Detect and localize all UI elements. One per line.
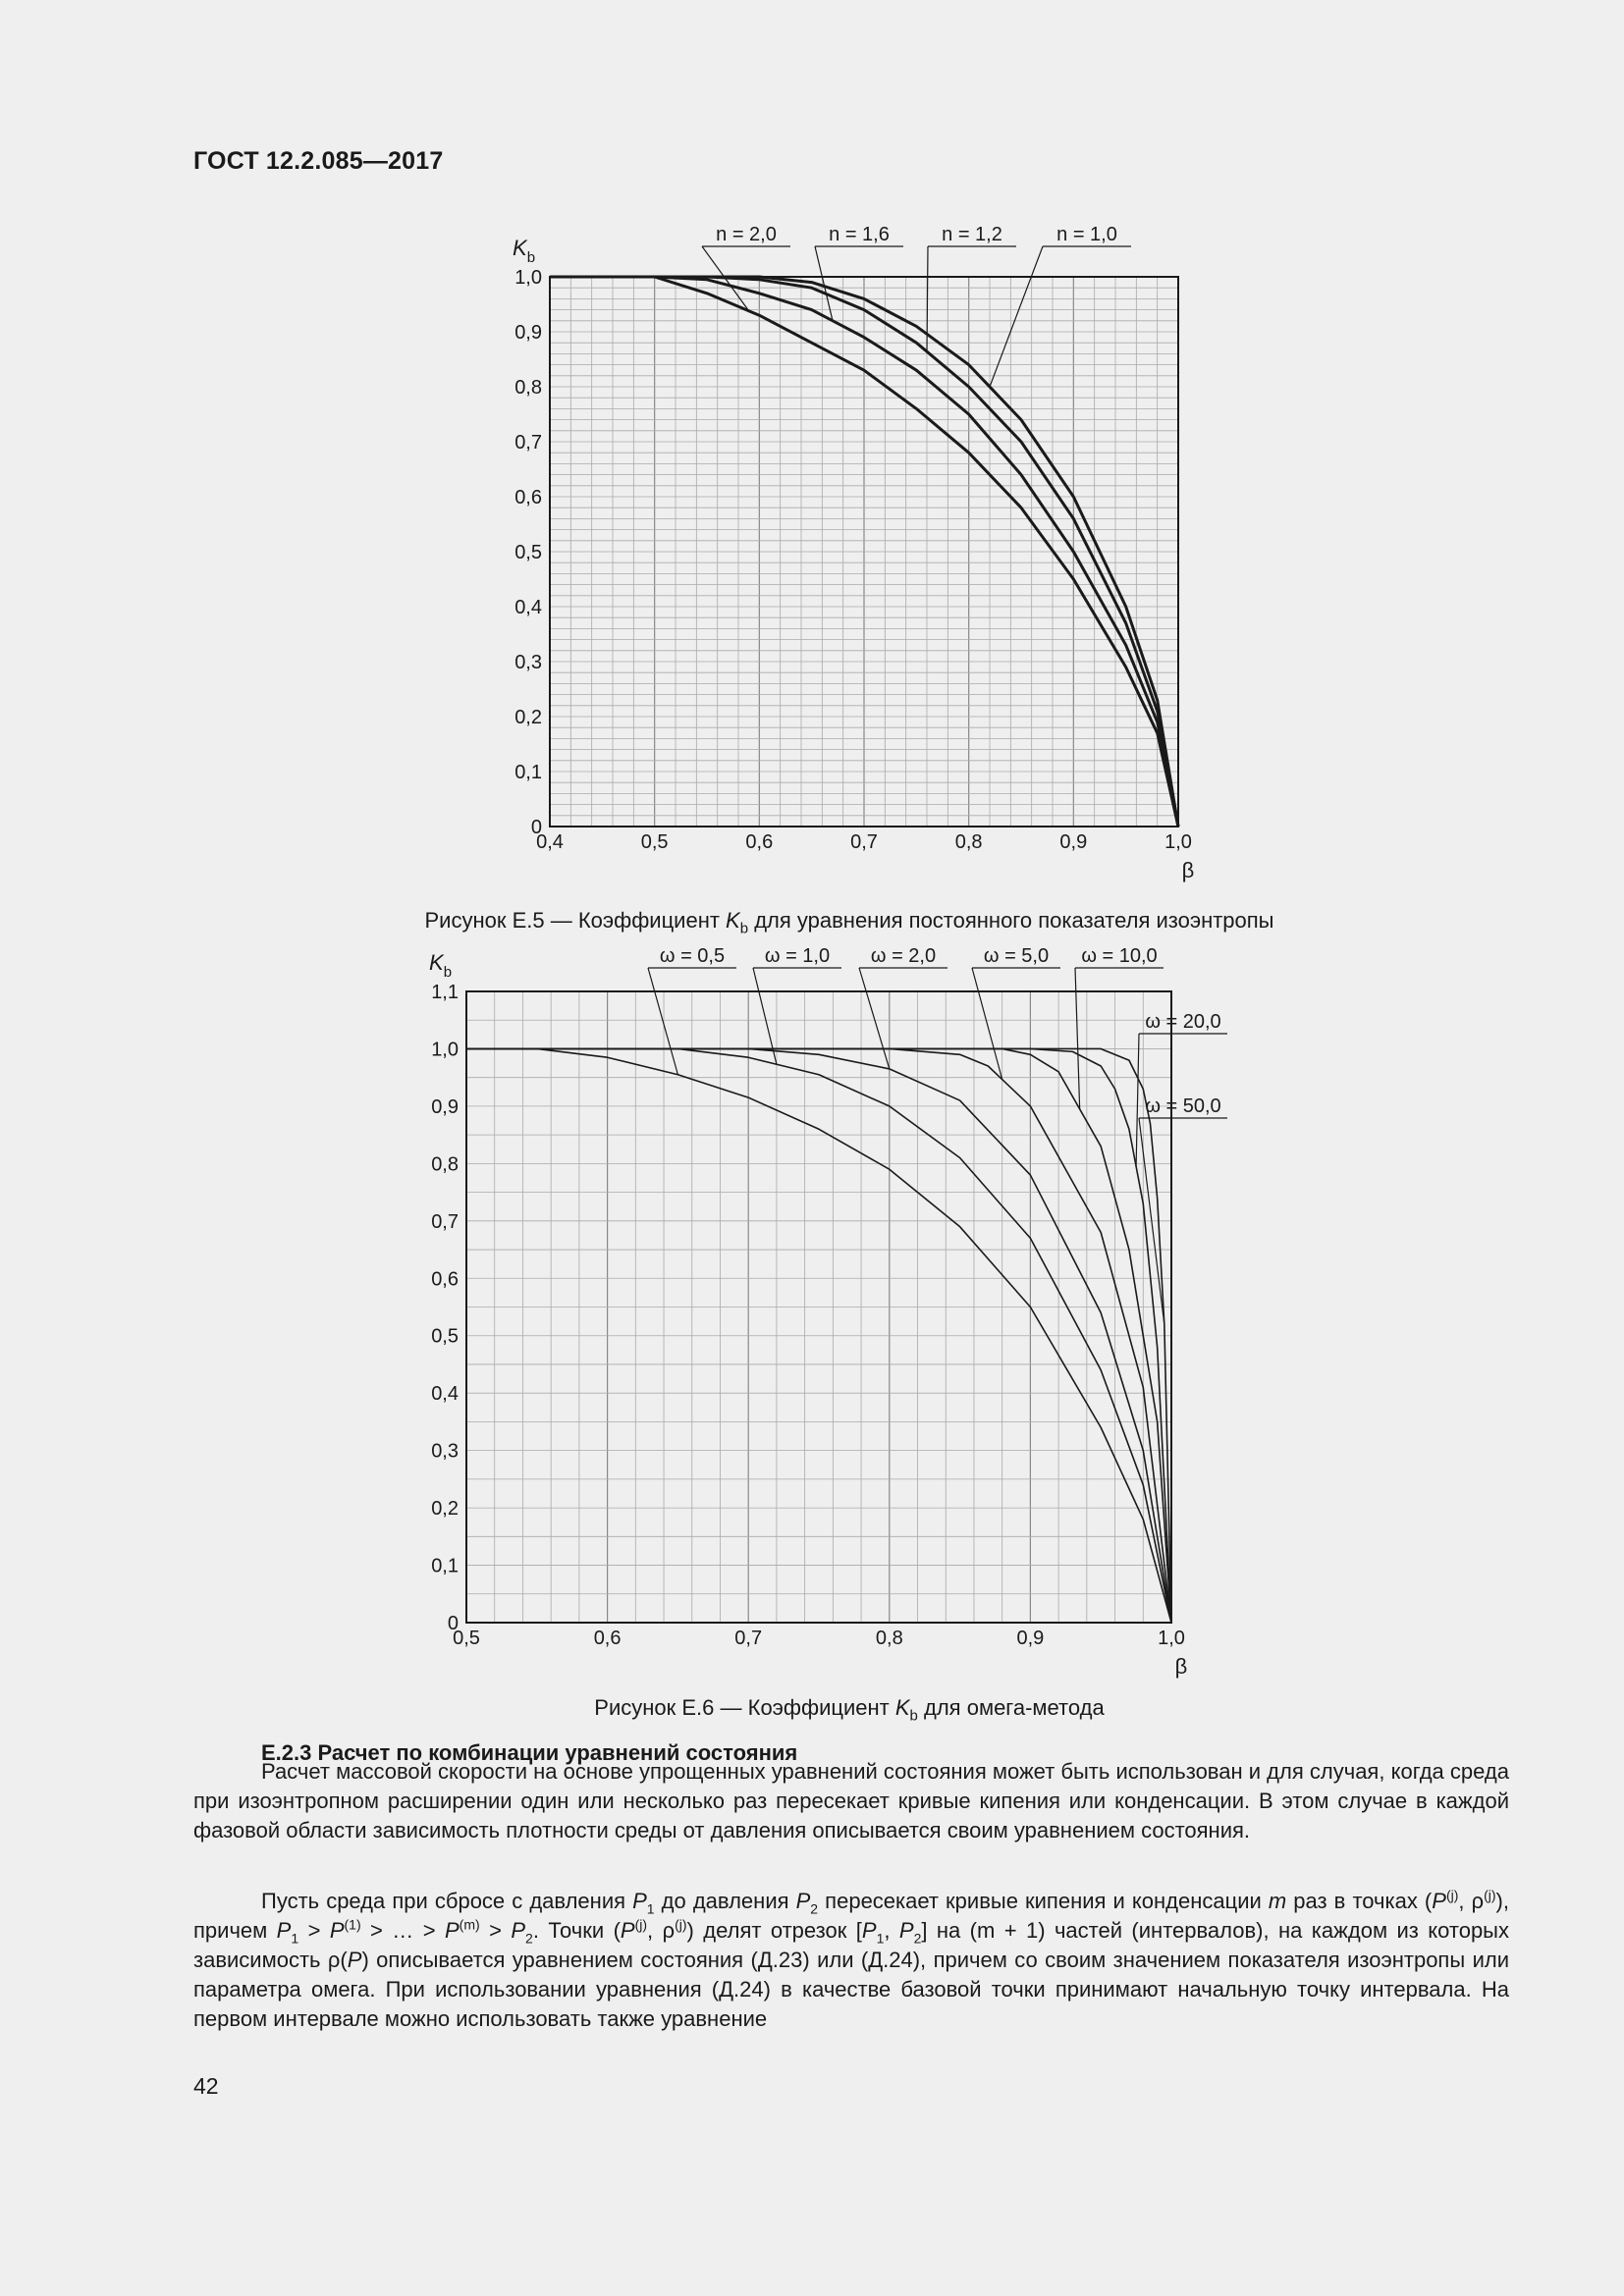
y-tick-label: 1,0 <box>431 1039 459 1061</box>
series-label: n = 1,6 <box>829 224 890 245</box>
y-tick-label: 0,8 <box>431 1153 459 1176</box>
series-leader-line <box>990 246 1043 387</box>
figure-e5-chart <box>491 221 1237 888</box>
y-tick-label: 0,3 <box>431 1440 459 1463</box>
series-label: n = 1,2 <box>942 224 1002 245</box>
series-leader-line <box>648 968 677 1075</box>
y-tick-label: 0,9 <box>431 1095 459 1118</box>
y-tick-label: 0,9 <box>514 322 542 344</box>
y-axis-label-sub: b <box>443 964 453 981</box>
figure-e6-caption: Рисунок Е.6 — Коэффициент $K_b$ для омега-метода <box>594 1695 1105 1725</box>
series-label: ω = 0,5 <box>659 945 726 967</box>
x-tick-label: 1,0 <box>1158 1628 1185 1649</box>
y-tick-label: 0,8 <box>514 377 542 399</box>
series-leader-line <box>859 968 890 1069</box>
y-tick-label: 1,1 <box>431 982 459 1003</box>
x-tick-label: 0,6 <box>593 1628 622 1649</box>
x-axis-label: β <box>1174 1654 1188 1679</box>
x-tick-label: 0,8 <box>875 1628 903 1649</box>
series-label: ω = 1,0 <box>764 945 831 967</box>
document-header: ГОСТ 12.2.085—2017 <box>193 147 444 175</box>
y-tick-label: 0,2 <box>514 707 542 728</box>
y-tick-label: 0 <box>530 817 542 838</box>
series-label: ω = 2,0 <box>870 945 937 967</box>
y-tick-label: 0,5 <box>514 542 542 563</box>
y-tick-label: 0,7 <box>431 1210 459 1233</box>
series-leader-line <box>1136 1034 1139 1166</box>
x-tick-label: 0,7 <box>734 1628 763 1649</box>
y-tick-label: 0,6 <box>431 1268 459 1291</box>
series-leader-line <box>972 968 1002 1080</box>
y-tick-label: 0,4 <box>514 597 542 618</box>
y-axis-label: $K_b$ <box>513 236 536 266</box>
y-tick-label: 0,2 <box>431 1498 459 1521</box>
y-tick-label: 1,0 <box>514 267 542 289</box>
x-tick-label: 0,7 <box>850 831 878 853</box>
series-label: ω = 5,0 <box>983 945 1050 967</box>
y-tick-label: 0 <box>447 1613 459 1634</box>
x-axis-label: β <box>1181 858 1195 882</box>
x-tick-label: 1,0 <box>1164 831 1192 853</box>
series-label: ω = 20,0 <box>1145 1011 1221 1033</box>
series-label: ω = 10,0 <box>1081 945 1158 967</box>
series-label: n = 2,0 <box>716 224 777 245</box>
y-axis-label: $K_b$ <box>429 950 453 981</box>
y-tick-label: 0,7 <box>514 432 542 454</box>
series-leader-line <box>1075 968 1080 1109</box>
y-tick-label: 0,6 <box>514 487 542 508</box>
x-tick-label: 0,9 <box>1016 1628 1045 1649</box>
section-title: Е.2.3 Расчет по комбинации уравнений состояния <box>261 1740 798 1765</box>
y-tick-label: 0,1 <box>431 1555 459 1577</box>
figure-e5-caption: Рисунок Е.5 — Коэффициент $K_b$ для уравнения постоянного показателя изоэнтропы <box>424 908 1274 937</box>
figure-e6-chart <box>412 947 1296 1683</box>
y-axis-label-sub: b <box>526 249 536 266</box>
x-tick-label: 0,8 <box>954 831 983 853</box>
series-label: ω = 50,0 <box>1145 1095 1221 1117</box>
y-tick-label: 0,1 <box>514 762 542 783</box>
figure-e5-svg <box>491 221 1237 888</box>
y-tick-label: 0,4 <box>431 1383 459 1406</box>
paragraph-1: Расчет массовой скорости на основе упрощенных уравнений состояния может быть использован и для случая, когда среда при изоэнтропном расширении один или несколько раз пересекает кривые кипения или конденсации. В этом случае в каждой фазовой области зависимость плотности среды от давления описывается своим уравнением состояния. <box>193 1759 1509 1842</box>
series-label: n = 1,0 <box>1056 224 1117 245</box>
x-tick-label: 0,4 <box>536 831 564 853</box>
y-tick-label: 0,3 <box>514 652 542 673</box>
x-tick-label: 0,9 <box>1059 831 1088 853</box>
x-tick-label: 0,5 <box>640 831 669 853</box>
y-tick-label: 0,5 <box>431 1325 459 1348</box>
figure-e6-svg <box>412 947 1296 1683</box>
x-tick-label: 0,5 <box>453 1628 480 1649</box>
paragraph-2: Пусть среда при сбросе с давления $P_1$ до давления $P_2$ пересекает кривые кипения и конденсации m раз в точках ($P^{(j)}$, $\rho^{(j)}$), причем $P_1 > P^{(1)}$ > … > $P^{(m)} > P_2$. Точки ($P^{(j)}$, $\rho^{(j)}$) делят отрезок [$P_1$, $P_2$] на (m + 1) частей (интервалов), на каждом из которых зависимость ρ(P) описывается уравнением состояния (Д.23) или (Д.24), причем со своим значением показателя изоэнтропы или параметра омега. При использовании уравнения (Д.24) в качестве базовой точки принимают начальную точку интервала. На первом интервале можно использовать также уравнение <box>193 1887 1509 2031</box>
x-tick-label: 0,6 <box>745 831 774 853</box>
page-number: 42 <box>193 2073 219 2099</box>
